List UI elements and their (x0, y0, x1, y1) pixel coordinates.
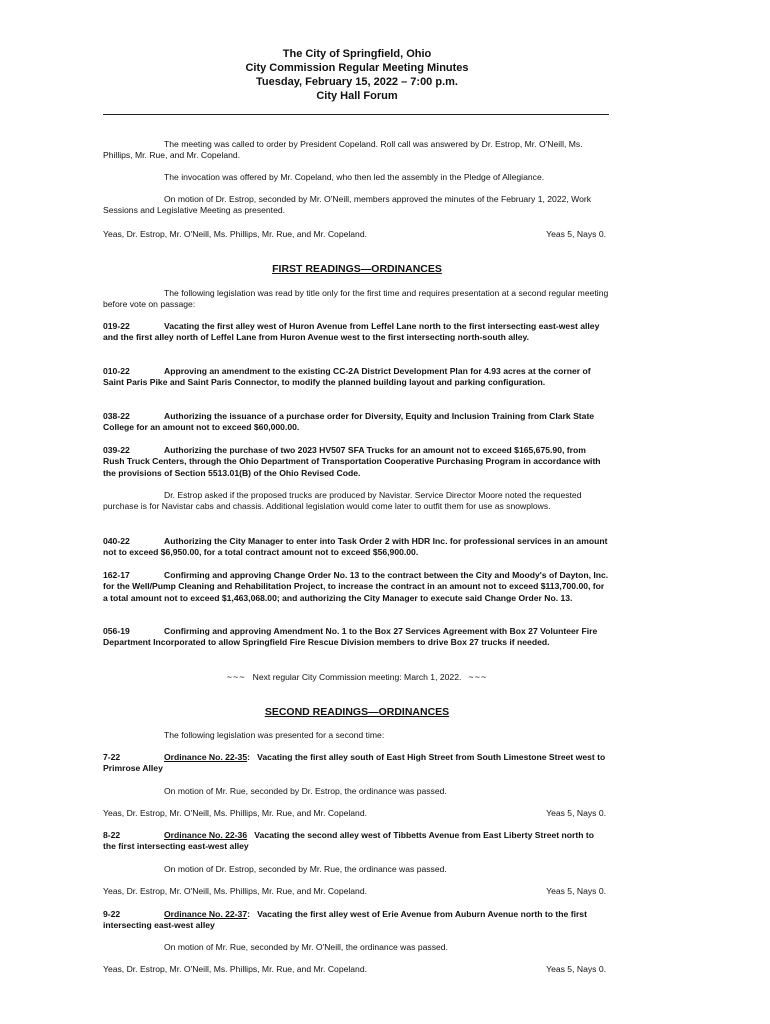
meeting-location: City Hall Forum (316, 90, 398, 102)
ordinance-number: Ordinance No. 22-35 (164, 752, 248, 762)
next-meeting-text: Next regular City Commission meeting: March 1, 2022. (252, 672, 462, 682)
legislation-number: 040-22 (103, 536, 130, 546)
legislation-number: 019-22 (103, 321, 130, 331)
vote-names: Yeas, Dr. Estrop, Mr. O'Neill, Ms. Phillips, Mr. Rue, and Mr. Copeland. (103, 886, 368, 896)
legislation-number: 038-22 (103, 411, 130, 421)
vote-line (103, 229, 606, 240)
legislation-text: Vacating the first alley south of East High Street from South Limestone Street west to Primrose Alley (103, 752, 606, 774)
first-readings-heading: FIRST READINGS—ORDINANCES (272, 263, 442, 275)
next-meeting-note (0, 672, 714, 682)
legislation-text: Confirming and approving Amendment No. 1 to the Box 27 Services Agreement with Box 27 Volunteer Fire Department Incorporated to allow Springfield Fire Rescue Division members to drive Box 27 trucks if needed. (103, 626, 598, 648)
ordinance-number: Ordinance No. 22-37 (164, 909, 248, 919)
legislation-text: Vacating the first alley west of Huron Avenue from Leffel Lane north to the first intersecting east-west alley and the first alley north of Leffel Lane from Huron Avenue west to the first intersecting north-south alley. (103, 321, 600, 343)
document-title: The City of Springfield, Ohio (282, 48, 432, 60)
ordinance-motion: On motion of Mr. Rue, seconded by Mr. O'Neill, the ordinance was passed. (164, 942, 448, 952)
vote-tally: Yeas 5, Nays 0. (546, 229, 606, 239)
legislation-item (103, 411, 609, 434)
legislation-item: 7-22 Ordinance No. 22-35: Vacating the first alley south of East High Street from South Limestone Street west to Primrose Alley (103, 752, 606, 774)
ordinance-motion: On motion of Dr. Estrop, seconded by Mr. Rue, the ordinance was passed. (164, 864, 447, 874)
legislation-number: 8-22 (103, 830, 121, 840)
ornament-right: ~~~ (468, 672, 488, 682)
second-readings-heading: SECOND READINGS—ORDINANCES (264, 706, 450, 718)
legislation-text: Approving an amendment to the existing CC-2A District Development Plan for 4.93 acres at the corner of Saint Paris Pike and Saint Paris Connector, to modify the planned building layout and parking configuration. (103, 366, 591, 388)
legislation-number: 162-17 (103, 570, 130, 580)
vote-names: Yeas, Dr. Estrop, Mr. O'Neill, Ms. Phillips, Mr. Rue, and Mr. Copeland. (103, 229, 368, 239)
legislation-item (103, 536, 609, 559)
minutes-motion-paragraph: On motion of Dr. Estrop, seconded by Mr. O'Neill, members approved the minutes of the February 1, 2022, Work Sessions and Legislative Meeting as presented. (103, 194, 592, 216)
vote-tally: Yeas 5, Nays 0. (546, 886, 606, 896)
vote-tally: Yeas 5, Nays 0. (546, 808, 606, 818)
document-subtitle: City Commission Regular Meeting Minutes (245, 62, 469, 74)
legislation-item (103, 445, 609, 479)
vote-line (103, 886, 606, 897)
invocation-paragraph: The invocation was offered by Mr. Copeland, who then led the assembly in the Pledge of Allegiance. (164, 172, 545, 182)
vote-line (103, 808, 606, 819)
legislation-number: 056-19 (103, 626, 130, 636)
legislation-text: Confirming and approving Change Order No. 13 to the contract between the City and Moody's of Dayton, Inc. for the Well/Pump Cleaning and Rehabilitation Project, to increase the contract in an amount not to exceed $113,700.00, for a total amount not to exceed $1,463,068.00; and authorizing the City Manager to execute said Change Order No. 13. (103, 570, 609, 603)
header-divider (103, 114, 609, 115)
legislation-item (103, 321, 609, 344)
legislation-text: Authorizing the City Manager to enter into Task Order 2 with HDR Inc. for professional services in an amount not to exceed $6,950.00, for a total contract amount not to exceed $56,900.00. (103, 536, 608, 558)
legislation-item (103, 626, 609, 649)
first-readings-intro: The following legislation was read by title only for the first time and requires presentation at a second regular meeting before vote on passage: (103, 288, 609, 310)
legislation-number: 039-22 (103, 445, 130, 455)
legislation-text: Vacating the second alley west of Tibbetts Avenue from East Liberty Street north to the first intersecting east-west alley (103, 830, 594, 852)
ordinance-motion: On motion of Mr. Rue, seconded by Dr. Estrop, the ordinance was passed. (164, 786, 447, 796)
meeting-date: Tuesday, February 15, 2022 – 7:00 p.m. (256, 76, 458, 88)
vote-names: Yeas, Dr. Estrop, Mr. O'Neill, Ms. Phillips, Mr. Rue, and Mr. Copeland. (103, 964, 368, 974)
ordinance-number: Ordinance No. 22-36 (164, 830, 248, 840)
vote-tally: Yeas 5, Nays 0. (546, 964, 606, 974)
legislation-number: 010-22 (103, 366, 130, 376)
legislation-text: Vacating the first alley west of Erie Avenue from Auburn Avenue north to the first intersecting east-west alley (103, 909, 587, 931)
legislation-item (103, 570, 609, 604)
legislation-number: 9-22 (103, 909, 121, 919)
second-readings-intro: The following legislation was presented for a second time: (164, 730, 385, 740)
legislation-text: Authorizing the issuance of a purchase order for Diversity, Equity and Inclusion Training from Clark State College for an amount not to exceed $60,000.00. (103, 411, 595, 433)
vote-line (103, 964, 606, 975)
legislation-item (103, 366, 609, 389)
ornament-left: ~~~ (226, 672, 246, 682)
call-to-order-paragraph: The meeting was called to order by President Copeland. Roll call was answered by Dr. Estrop, Mr. O'Neill, Ms. Phillips, Mr. Rue, and Mr. Copeland. (103, 139, 583, 161)
legislation-number: 7-22 (103, 752, 121, 762)
legislation-text: Authorizing the purchase of two 2023 HV507 SFA Trucks for an amount not to exceed $165,675.90, from Rush Truck Centers, through the Ohio Department of Transportation Cooperative Purchasing Program in accordance with the provisions of Section 5513.01(B) of the Ohio Revised Code. (103, 445, 601, 478)
legislation-item: 9-22 Ordinance No. 22-37: Vacating the first alley west of Erie Avenue from Auburn Avenue north to the first intersecting east-west alley (103, 909, 587, 931)
trucks-discussion-paragraph: Dr. Estrop asked if the proposed trucks are produced by Navistar. Service Director Moore noted the requested purchase is for Navistar cabs and chassis. Additional legislation would come later to outfit them for use as snowplows. (103, 490, 582, 512)
legislation-item (103, 830, 609, 853)
vote-names: Yeas, Dr. Estrop, Mr. O'Neill, Ms. Phillips, Mr. Rue, and Mr. Copeland. (103, 808, 368, 818)
